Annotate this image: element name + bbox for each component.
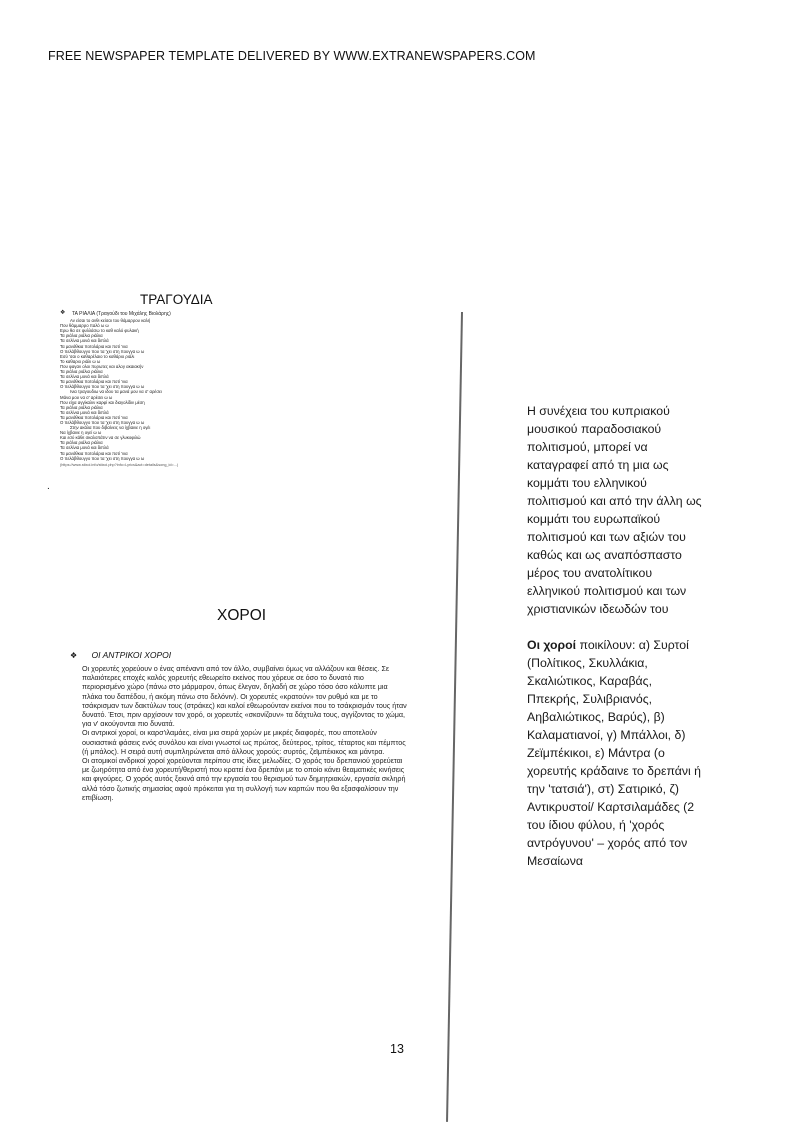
lyric-line: Και εσύ κάθε σκαλοπάτιν να σε γλυκοφιλώ <box>60 435 141 441</box>
lyric-line: Ο πελάβθουγγο που τα 'χει στη πουγγα ω ω <box>60 419 145 425</box>
lyric-line: Τα ριάλια ριάλια ριάλια <box>60 404 103 410</box>
lyric-line: Που είχα αγγίκαλιν καρφί και διαγολίδιν μέση <box>60 399 145 405</box>
culture-paragraph: Η συνέχεια του κυπριακού μουσικού παραδοσιακού πολιτισμού, μπορεί να καταγραφεί από τη μια ως κομμάτι του ελληνικού πολιτισμού και από την άλλη ως κομμάτι του ευρωπαϊκού πολιτισμού και των αξιών του καθώς και ως αναπόσπαστο μέρος του ανατολίτικου ελληνικού πολιτισμού και των χριστιανικών ιδεωδών του <box>527 404 702 616</box>
lyric-line: Μάνα μου να σ' αρέσει ω ω <box>60 394 113 400</box>
column-divider <box>446 312 462 1122</box>
songs-heading: ΤΡΑΓΟΥΔΙΑ <box>140 292 213 307</box>
lyric-line: Ινια τραγουδιω να ιδου τα μανά μου να σ' αρέσει <box>70 389 162 395</box>
lyric-line: Τα σελίνια μονά και διπλά <box>60 374 109 380</box>
lyrics-list <box>60 318 280 461</box>
lyrics-source-link[interactable]: (https://www.stixoi.info/stixoi.php?info=Lyrics&act=details&song_id=...) <box>60 462 179 467</box>
lyric-line: Τα ριάλια ριάλια ριάλια <box>60 333 103 339</box>
page-header: FREE NEWSPAPER TEMPLATE DELIVERED BY WWW.EXTRANEWSPAPERS.COM <box>48 49 536 63</box>
dances-heading: ΧΟΡΟΙ <box>217 607 267 624</box>
lyric-line: Το καθαριο ριάλι ω ω <box>60 358 101 364</box>
stray-dot: . <box>47 481 50 492</box>
dances-paragraph: Οι χορευτές χορεύουν ο ένας απέναντι από τον άλλο, συμβαίνει όμως να αλλάζουν και θέσεις. Σε παλαιότερες εποχές καλός χορευτής εθεωρείτο εκείνος που χόρευε σε όσο το δυνατό πιο περιορισμένο χώρο (πάνω στο μάρμαρον, όπως έλεγαν, δηλαδή σε χώρο τόσο όσο κάλυπτε μια πλάκα του δαπέδου, ή ακόμη πάνω στο δελόνιν). Οι χορευτές «κρατούν» τον ρυθμό και με το τσάκρισμαν των δακτύλων τους (στράκες) και καλοί εθεωρούνταν εκείνοι που το τσάκρισμάν τους ήταν δυνατό. Έτσι, πριν αρχίσουν τον χορό, οι χορευτές «σκονίζουν» τα δάχτυλα τους, αγγίζοντας το χώμα, για ν' ακούγονται πιο δυνατά. <box>82 664 407 729</box>
lyric-line: Στην ακάλα που διβαίνεις να ίχβαινε η ογέι <box>70 425 151 431</box>
male-dances-subheading <box>70 650 171 660</box>
lyric-line: Ο πελάβθουγγο που τα 'χει στη πουγγα ω ω <box>60 384 145 390</box>
lyric-line: Τα μανάθκια ποτολάρια και ποτί 'νια <box>60 343 128 349</box>
lyric-line: Εσύ 'σαι ο καθαρέλαιο το καθάριο ριάλι <box>60 353 135 359</box>
male-dances-subheading-text: ΟΙ ΑΝΤΡΙΚΟΙ ΧΟΡΟΙ <box>91 650 172 660</box>
lyric-line: Αν είσαι το ανθι κείσαι του θάμαρρου καλή <box>70 318 151 324</box>
lyric-line: Τα σελίνια μονά και διπλά <box>60 338 109 344</box>
dances-list-text: ποικίλουν: α) Συρτοί (Πολίτικος, Σκυλλάκια, Σκαλιώτικος, Καραβάς, Ππεκρής, Συλιβριανός, Αηβαλιώτικος, Βαρύς), β) Καλαματιανοί, γ) Μπάλλοι, δ) Ζεϊμπέκικοι, ε) Μάντρα (ο χορευτής κράδαινε το δρεπάνι ή την 'τατσιά'), στ) Σατιρικό, ζ) Αντικρυστοί/ Καρτσιλαμάδες (2 του ίδιου φύλου, ή 'χορός αντρόγυνου' – χορός από τον Μεσαίωνα <box>527 638 702 868</box>
lyric-line: Ο πελάβθουγγο που τα 'χει στη πουγγα ω ω <box>60 455 145 461</box>
lyric-line: Τα σελίνια μονά και διπλά <box>60 445 109 451</box>
lyric-line: Που φαγαν ολοι πυρωτες και αλογ ακαιακήν <box>60 363 144 369</box>
lyric-line: Τα μανάθκια ποτολάρια και ποτί 'νια <box>60 379 128 385</box>
dances-label: Οι χοροί <box>527 638 577 652</box>
lyric-line: Τα μανάθκια ποτολάρια και ποτί 'νια <box>60 414 128 420</box>
song-title-line <box>60 312 280 317</box>
lyric-line: Τα σελίνια μονά και διπλά <box>60 409 109 415</box>
page-number: 13 <box>390 1042 404 1056</box>
lyric-line: Τα ριάλια ριάλια ριάλια <box>60 440 103 446</box>
dances-paragraph: Οι αντρικοί χοροί, οι καρσ'ιλαμάες, είναι μια σειρά χορών με μικρές διαφορές, που αποτελούν ουσιαστικά φάσεις ενός συνόλου και είναι γνωστοί ως πρώτος, δεύτερος, τρίτος, τέταρτος και πέμπτος (ή μπάλος). Η σειρά αυτή συμπληρώνεται από άλλους χορούς: συρτός, ζεϊμπέκικος και μάντρα. <box>82 728 406 756</box>
dances-body <box>82 664 408 802</box>
right-column <box>527 402 705 870</box>
lyric-line: Να ίχβαινε η ογεί ω ω <box>60 430 102 436</box>
lyric-line: Τα μανάθκια ποτολάρια και ποτί 'νια <box>60 450 128 456</box>
lyric-line: Ο πελάβθουγγο που τα 'χει στη πουγγα ω ω <box>60 348 145 354</box>
dances-list-paragraph <box>527 636 705 870</box>
diamond-bullet-icon: ❖ <box>70 651 78 660</box>
song-lyrics-block <box>60 312 280 468</box>
lyric-line: Ερω θα σε φυλλάσω το καθ καλό φυλακή <box>60 328 139 334</box>
song-title: ΤΑ ΡΙΑΛΙΑ (Τραγούδι του Μιχάλης Βιολάρης) <box>72 311 171 317</box>
diamond-bullet-icon: ❖ <box>60 310 66 316</box>
dances-paragraph: Οι ατομικοί ανδρικοί χοροί χορεύονται περίπου στις ίδιες μελωδίες. Ο χορός του δρεπανιού χορεύεται με ζωηρότητα από ένα χορευτή/θεριστή που κρατεί ένα δρεπάνι με το οποίο κάνει θεαματικές κινήσεις και φιγούρες. Ο χορός αυτός ξεκινά από την εργασία του θερισμού των δημητριακών, εργασία σκληρή αλλά τόσο ζωτικής σημασίας αφού πρόκειται για τη συλλογή των καρπών που θα εξασφαλίσουν την επιβίωση. <box>82 756 406 802</box>
lyric-line: Τα ριάλια ριάλια ριάλια <box>60 369 103 375</box>
lyric-line: Που θάμμαρρο παλό ω ω <box>60 323 109 329</box>
